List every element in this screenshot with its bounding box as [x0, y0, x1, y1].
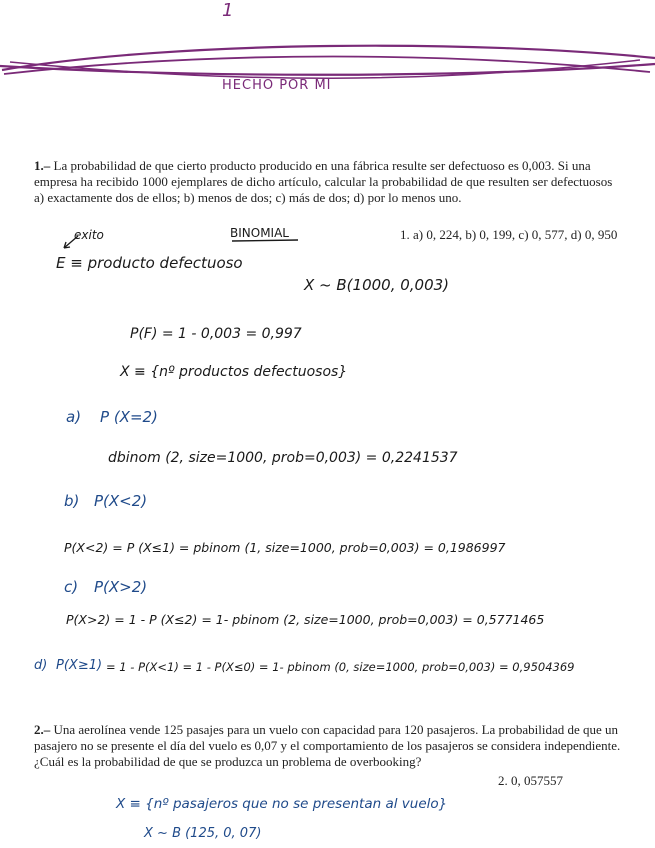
distribution-1: X ~ B(1000, 0,003) [304, 276, 450, 294]
problem-1 [34, 158, 622, 206]
part-b-calc: P(X<2) = P (X≤1) = pbinom (1, size=1000, prob=0,003) = 0,1986997 [64, 540, 506, 555]
problem-1-number: 1.– [34, 158, 51, 173]
binomial-note: BINOMIAL [230, 226, 289, 240]
problem-2 [34, 722, 624, 770]
part-d-prob: P(X≥1) [56, 658, 103, 673]
variable-definition-2: X ≡ {nº pasajeros que no se presentan al vuelo} [116, 796, 448, 812]
page-title: HECHO POR MI [222, 78, 332, 93]
page-mark: 1 [222, 0, 234, 21]
part-d-calc: = 1 - P(X<1) = 1 - P(X≤0) = 1- pbinom (0, size=1000, prob=0,003) = 0,9504369 [106, 660, 575, 674]
part-c-calc: P(X>2) = 1 - P (X≤2) = 1- pbinom (2, size=1000, prob=0,003) = 0,5771465 [66, 612, 545, 627]
part-b-prob: P(X<2) [94, 492, 148, 510]
part-a-prob: P (X=2) [100, 408, 158, 426]
problem-2-number: 2.– [34, 722, 51, 737]
part-d-label: d) [34, 658, 48, 673]
part-c-label: c) [64, 578, 79, 596]
binomial-underline [232, 240, 298, 241]
problem-2-answer: 2. 0, 057557 [498, 773, 563, 788]
complement-prob: P(F) = 1 - 0,003 = 0,997 [130, 326, 302, 342]
exito-note: exito [74, 228, 104, 242]
problem-2-statement: Una aerolínea vende 125 pasajes para un vuelo con capacidad para 120 pasajeros. La probabilidad de que un pasajero no se presente el día del vuelo es 0,07 y el comportamiento de los pasajeros se considera independiente. ¿Cuál es la probabilidad de que se produzca un problema de overbooking? [34, 722, 621, 769]
header-swoosh-1 [2, 46, 655, 70]
distribution-2: X ~ B (125, 0, 07) [144, 826, 262, 841]
part-a-label: a) [66, 408, 82, 426]
part-c-prob: P(X>2) [94, 578, 148, 596]
problem-1-statement: La probabilidad de que cierto producto producido en una fábrica resulte ser defectuoso es 0,003. Si una empresa ha recibido 1000 ejemplares de dicho artículo, calcular la probabilidad de que resulten ser defectuosos a) exactamente dos de ellos; b) menos de dos; c) más de dos; d) por lo menos uno. [34, 158, 613, 205]
variable-definition-1: X ≡ {nº productos defectuosos} [120, 364, 348, 380]
problem-1-answer: 1. a) 0, 224, b) 0, 199, c) 0, 577, d) 0, 950 [400, 227, 618, 242]
part-b-label: b) [64, 492, 80, 510]
part-a-calc: dbinom (2, size=1000, prob=0,003) = 0,2241537 [108, 450, 458, 466]
event-definition: E ≡ producto defectuoso [56, 254, 243, 272]
